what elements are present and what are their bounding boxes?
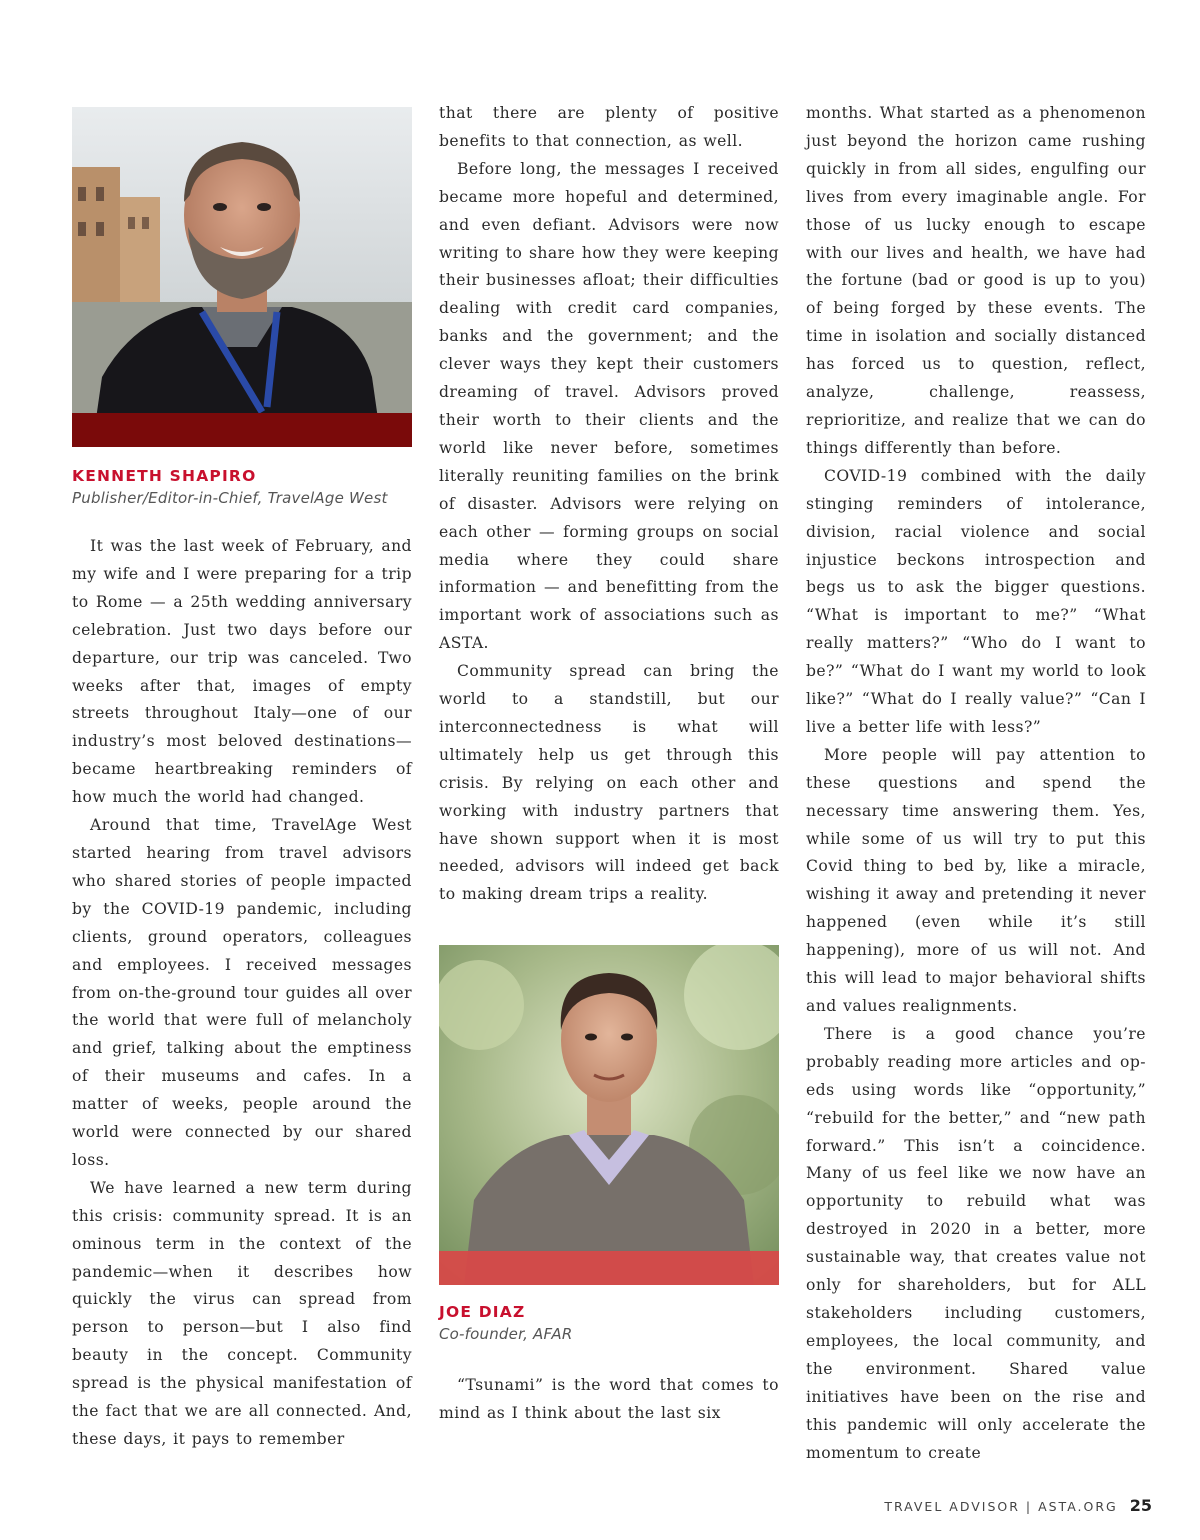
article-text	[806, 100, 1146, 1467]
column-1	[72, 100, 412, 1454]
paragraph: “Tsunami” is the word that comes to mind as I think about the last six	[439, 1376, 779, 1423]
paragraph: It was the last week of February, and my wife and I were preparing for a trip to Rome — a 25th wedding anniversary celebration. Just two days before our departure, our trip was canceled. Two weeks after that, images of empty streets throughout Italy—one of our industry’s most beloved destinations—became heartbreaking reminders of how much the world had changed.	[72, 537, 412, 807]
profile-title: Co-founder, AFAR	[439, 1325, 573, 1344]
joe-diaz-photo	[439, 945, 779, 1285]
paragraph: Community spread can bring the world to a standstill, but our interconnectedness is what will ultimately help us get through this crisis. By relying on each other and working with industry partners that have shown support when it is most needed, advisors will indeed get back to making dream trips a reality.	[439, 662, 779, 904]
page-number: 25	[1129, 1496, 1152, 1515]
paragraph: COVID-19 combined with the daily stinging reminders of intolerance, division, racial violence and social injustice beckons introspection and begs us to ask the bigger questions. “What is important to me?” “What really matters?” “Who do I want to be?” “What do I want my world to look like?” “What do I really value?” “Can I live a better life with less?”	[806, 466, 1146, 736]
paragraph: Around that time, TravelAge West started hearing from travel advisors who shared stories of people impacted by the COVID-19 pandemic, including clients, ground operators, colleagues and employees. I received messages from on-the-ground tour guides all over the world that were full of melancholy and grief, talking about the emptiness of their museums and cafes. In a matter of weeks, people around the world were connected by our shared loss.	[72, 816, 412, 1169]
kenneth-shapiro-photo	[72, 107, 412, 447]
portrait-image	[439, 945, 779, 1285]
portrait-image	[72, 107, 412, 447]
paragraph: Before long, the messages I received became more hopeful and determined, and even defiant. Advisors were now writing to share how they were keeping their businesses afloat; their difficulties dealing with credit card companies, banks and the government; and the clever ways they kept their customers dreaming of travel. Advisors proved their worth to their clients and the world like never before, sometimes literally reuniting families on the brink of disaster. Advisors were relying on each other — forming groups on social media where they could share information — and benefitting from the important work of associations such as ASTA.	[439, 159, 779, 653]
column-3	[806, 100, 1146, 1467]
paragraph: months. What started as a phenomenon just beyond the horizon came rushing quickly in from all sides, engulfing our lives from every imaginable angle. For those of us lucky enough to escape with our lives and health, we have had the fortune (bad or good is up to you) of being forged by these events. The time in isolation and socially distanced has forced us to question, reflect, analyze, challenge, reassess, reprioritize, and realize that we can do things differently than before.	[806, 104, 1146, 457]
paragraph: More people will pay attention to these questions and spend the necessary time answering them. Yes, while some of us will try to put this Covid thing to bed by, like a miracle, wishing it away and pretending it never happened (even while it’s still happening), more of us will not. And this will lead to major behavioral shifts and values realignments.	[806, 745, 1146, 1015]
paragraph: There is a good chance you’re probably reading more articles and op-eds using words like “opportunity,” “rebuild for the better,” and “new path forward.” This isn’t a coincidence. Many of us feel like we now have an opportunity to rebuild what was destroyed in 2020 in a better, more sustainable way, that creates value not only for shareholders, but for ALL stakeholders including customers, employees, the local community, and the environment. Shared value initiatives have been on the rise and this pandemic will only accelerate the momentum to create	[806, 1024, 1146, 1462]
publication-name: TRAVEL ADVISOR | ASTA.ORG	[884, 1499, 1118, 1514]
profile-name: JOE DIAZ	[439, 1303, 526, 1322]
article-text	[439, 100, 779, 909]
article-text	[72, 533, 412, 1454]
profile-name: KENNETH SHAPIRO	[72, 467, 257, 485]
paragraph: that there are plenty of positive benefits to that connection, as well.	[439, 104, 779, 150]
page-footer	[884, 1496, 1152, 1515]
profile-title: Publisher/Editor-in-Chief, TravelAge West	[72, 489, 388, 507]
paragraph: We have learned a new term during this crisis: community spread. It is an ominous term in the context of the pandemic—when it describes how quickly the virus can spread from person to person—but I also find beauty in the concept. Community spread is the physical manifestation of the fact that we are all connected. And, these days, it pays to remember	[72, 1178, 412, 1448]
column-2	[439, 100, 779, 1428]
